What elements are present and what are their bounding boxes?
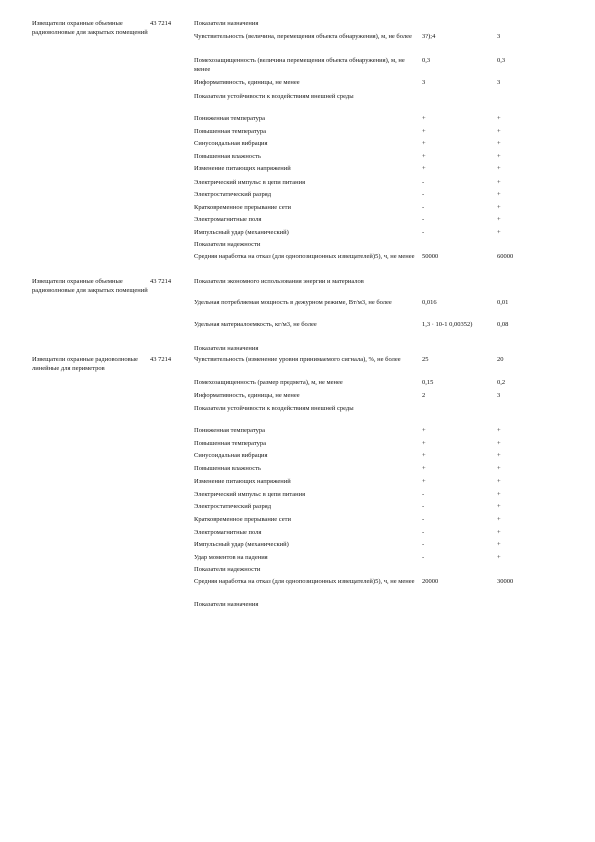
indicator-label: Информативность, единицы, не менее xyxy=(194,79,300,86)
indicator-value-advanced: 0,01 xyxy=(497,299,509,306)
indicator-value-advanced: + xyxy=(497,554,501,561)
indicator-value-advanced: 60000 xyxy=(497,253,514,260)
indicator-value-basic: + xyxy=(422,440,426,447)
indicator-value-advanced: + xyxy=(497,165,501,172)
indicator-label: Показатели устойчивости к воздействиям внешней среды xyxy=(194,405,354,412)
indicator-value-advanced: + xyxy=(497,128,501,135)
indicator-label: Удар моментов на падения xyxy=(194,554,268,561)
indicator-value-basic: 0,016 xyxy=(422,299,437,306)
indicator-label: Помехозащищенность (размер предмета), м, не менее xyxy=(194,379,343,386)
indicator-label: Средняя наработка на отказ (для однопозиционных извещателей)5), ч, не менее xyxy=(194,253,415,260)
indicator-value-advanced: + xyxy=(497,140,501,147)
indicator-value-advanced: 0,3 xyxy=(497,57,506,64)
indicator-label: Помехозащищенность (величина перемещения объекта обнаружения), м, не менее xyxy=(194,57,405,73)
product-name: Извещатели охранные радиоволновые линейные для периметров xyxy=(32,356,138,372)
indicator-value-advanced: + xyxy=(497,516,501,523)
indicator-value-advanced: + xyxy=(497,179,501,186)
indicator-value-advanced: 0,2 xyxy=(497,379,506,386)
indicator-label: Повышенная влажность xyxy=(194,153,261,160)
indicator-value-basic: + xyxy=(422,478,426,485)
indicator-label: Электростатический разряд xyxy=(194,191,272,198)
indicator-label: Синусоидальная вибрация xyxy=(194,452,268,459)
indicator-value-basic: - xyxy=(422,516,425,523)
product-code: 43 7214 xyxy=(150,278,172,285)
indicator-value-basic: 50000 xyxy=(422,253,439,260)
indicator-value-basic: - xyxy=(422,191,425,198)
indicator-label: Кратковременное прерывание сети xyxy=(194,516,291,523)
indicator-value-advanced: 20 xyxy=(497,356,504,363)
indicator-value-advanced: + xyxy=(497,478,501,485)
indicator-value-advanced: + xyxy=(497,503,501,510)
indicator-value-basic: + xyxy=(422,153,426,160)
indicator-value-advanced: + xyxy=(497,529,501,536)
indicator-label: Импульсный удар (механический) xyxy=(194,541,289,548)
indicator-value-advanced: 3 xyxy=(497,33,501,40)
indicator-value-basic: 20000 xyxy=(422,578,439,585)
indicator-label: Синусоидальная вибрация xyxy=(194,140,268,147)
indicator-label: Показатели экономного использования энергии и материалов xyxy=(194,278,364,285)
indicator-label: Удельная потребляемая мощность в дежурном режиме, Вт/м3, не более xyxy=(194,299,392,306)
indicator-value-basic: + xyxy=(422,115,426,122)
indicator-value-basic: + xyxy=(422,140,426,147)
indicator-label: Показатели назначения xyxy=(194,345,259,352)
product-code: 43 7214 xyxy=(150,356,172,363)
indicator-value-basic: 1,3 · 10-1 0,00352) xyxy=(422,321,473,328)
indicator-value-basic: - xyxy=(422,529,425,536)
indicator-value-basic: - xyxy=(422,229,425,236)
indicator-value-advanced: 30000 xyxy=(497,578,514,585)
indicator-value-basic: 0,15 xyxy=(422,379,434,386)
product-name: Извещатели охранные объемные радиоволновые для закрытых помещений xyxy=(32,278,148,294)
indicator-value-advanced: + xyxy=(497,465,501,472)
indicator-value-basic: - xyxy=(422,179,425,186)
indicator-value-advanced: + xyxy=(497,491,501,498)
indicator-value-advanced: + xyxy=(497,427,501,434)
indicator-value-basic: - xyxy=(422,491,425,498)
indicator-value-basic: + xyxy=(422,452,426,459)
indicator-label: Повышенная температура xyxy=(194,128,267,135)
indicator-label: Импульсный удар (механический) xyxy=(194,229,289,236)
indicator-label: Показатели надежности xyxy=(194,241,261,248)
indicator-value-basic: 25 xyxy=(422,356,429,363)
indicator-label: Показатели устойчивости к воздействиям внешней среды xyxy=(194,93,354,100)
indicator-value-basic: 2 xyxy=(422,392,426,399)
indicator-value-basic: + xyxy=(422,165,426,172)
indicator-value-basic: 0,3 xyxy=(422,57,431,64)
indicator-label: Электромагнитные поля xyxy=(194,529,262,536)
indicator-value-basic: - xyxy=(422,216,425,223)
indicator-label: Пониженная температура xyxy=(194,115,265,122)
indicator-label: Средняя наработка на отказ (для однопозиционных извещателей)5), ч, не менее xyxy=(194,578,415,585)
indicator-value-basic: + xyxy=(422,427,426,434)
indicator-label: Изменение питающих напряжений xyxy=(194,478,291,485)
indicator-label: Электрический импульс в цепи питания xyxy=(194,179,306,186)
indicator-value-advanced: + xyxy=(497,541,501,548)
indicator-value-basic: + xyxy=(422,128,426,135)
indicator-value-basic: - xyxy=(422,541,425,548)
indicator-label: Повышенная температура xyxy=(194,440,267,447)
indicator-label: Изменение питающих напряжений xyxy=(194,165,291,172)
indicator-label: Информативность, единицы, не менее xyxy=(194,392,300,399)
indicator-value-advanced: + xyxy=(497,452,501,459)
product-name: Извещатели охранные объемные радиоволновые для закрытых помещений xyxy=(32,20,148,36)
indicator-value-basic: - xyxy=(422,554,425,561)
indicator-value-basic: 3 xyxy=(422,79,426,86)
indicator-value-advanced: + xyxy=(497,153,501,160)
indicator-label: Удельная материалоемкость, кг/м3, не более xyxy=(194,321,317,328)
indicator-label: Электромагнитные поля xyxy=(194,216,262,223)
indicator-value-basic: - xyxy=(422,503,425,510)
indicator-value-basic: - xyxy=(422,204,425,211)
indicator-value-basic: 3?);4 xyxy=(422,33,436,40)
indicator-value-advanced: + xyxy=(497,440,501,447)
indicator-value-advanced: + xyxy=(497,229,501,236)
indicator-label: Показатели надежности xyxy=(194,566,261,573)
indicator-value-advanced: + xyxy=(497,115,501,122)
indicator-value-basic: + xyxy=(422,465,426,472)
indicator-value-advanced: 3 xyxy=(497,392,501,399)
indicator-value-advanced: + xyxy=(497,216,501,223)
indicator-label: Чувствительность (величина, перемещения объекта обнаружения), м, не более xyxy=(194,33,412,40)
indicator-label: Показатели назначения xyxy=(194,20,259,27)
indicator-label: Пониженная температура xyxy=(194,427,265,434)
indicator-label: Электрический импульс в цепи питания xyxy=(194,491,306,498)
product-code: 43 7214 xyxy=(150,20,172,27)
indicator-label: Кратковременное прерывание сети xyxy=(194,204,291,211)
indicator-label: Чувствительность (изменение уровня принимаемого сигнала), %, не более xyxy=(194,356,401,363)
indicator-label: Повышенная влажность xyxy=(194,465,261,472)
indicator-value-advanced: + xyxy=(497,191,501,198)
indicator-value-advanced: 0,08 xyxy=(497,321,509,328)
indicator-value-advanced: + xyxy=(497,204,501,211)
indicator-label: Электростатический разряд xyxy=(194,503,272,510)
indicator-value-advanced: 3 xyxy=(497,79,501,86)
indicator-label: Показатели назначения xyxy=(194,601,259,608)
